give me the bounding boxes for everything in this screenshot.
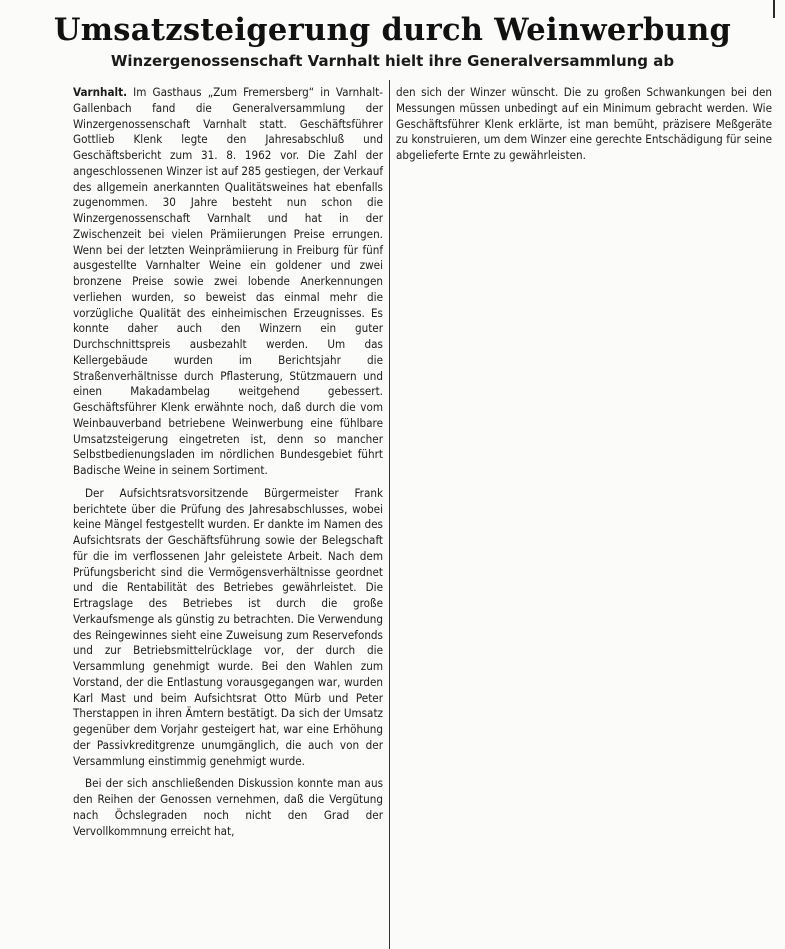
- headline: Umsatzsteigerung durch Weinwerbung: [53, 12, 732, 48]
- column-divider: [389, 80, 390, 949]
- article-column-right: [396, 85, 772, 164]
- article-column-left: [73, 85, 383, 839]
- paragraph-1-text: Im Gasthaus „Zum Fremersberg“ in Varnhalt-Gallenbach fand die Generalversammlung der Winzergenossenschaft Varnhalt statt. Geschäftsführer Gottlieb Klenk legte den Jahresabschluß und Geschäftsbericht zum 31. 8. 1962 vor. Die Zahl der angeschlossenen Winzer ist auf 285 gestiegen, der Verkauf des allgemein anerkannten Qualitätsweines hat ebenfalls zugenommen. 30 Jahre besteht nun schon die Winzergenossenschaft Varnhalt und hat in der Zwischenzeit bei vielen Prämiierungen Preise errungen. Wenn bei der letzten Weinprämiierung in Freiburg für fünf ausgestellte Varnhalter Weine ein goldener und zwei bronzene Preise sowie zwei lobende Anerkennungen verliehen wurden, so beweist das einmal mehr die vorzügliche Qualität des einheimischen Erzeugnisses. Es konnte daher auch den Winzern ein guter Durchschnittspreis ausbezahlt werden. Um das Kellergebäude wurden im Berichtsjahr die Straßenverhältnisse durch Pflasterung, Stützmauern und einen Makadambelag weitgehend gebessert. Geschäftsführer Klenk erwähnte noch, daß durch die vom Weinbauverband betriebene Weinwerbung eine fühlbare Umsatzsteigerung eingetreten ist, denn so mancher Selbstbedienungsladen im nördlichen Bundesgebiet führt Badische Weine in seinem Sortiment.: [73, 85, 384, 477]
- paragraph-2: Der Aufsichtsratsvorsitzende Bürgermeister Frank berichtete über die Prüfung des Jahresabschlusses, wobei keine Mängel festgestellt wurden. Er dankte im Namen des Aufsichtsrats der Geschäftsführung sowie der Belegschaft für die im verflossenen Jahr geleistete Arbeit. Nach dem Prüfungsbericht sind die Vermögensverhältnisse geordnet und die Rentabilität des Betriebes gewährleistet. Die Ertragslage des Betriebes ist durch die große Verkaufsmenge als günstig zu betrachten. Die Verwendung des Reingewinnes sieht eine Zuweisung zum Reservefonds und zur Betriebsmittelrücklage vor, der durch die Versammlung genehmigt wurde. Bei den Wahlen zum Vorstand, der die Entlastung vorausgegangen war, wurden Karl Mast und beim Aufsichtsrat Otto Mürb und Peter Therstappen in ihren Ämtern bestätigt. Da sich der Umsatz gegenüber dem Vorjahr gesteigert hat, war eine Erhöhung der Passivkreditgrenze unumgänglich, die auch von der Versammlung einstimmig genehmigt wurde.: [73, 485, 383, 768]
- paragraph-4: den sich der Winzer wünscht. Die zu großen Schwankungen bei den Messungen müssen unbedingt auf ein Minimum gebracht werden. Wie Geschäftsführer Klenk erklärte, ist man bemüht, präzisere Meßgeräte zu konstruieren, um dem Winzer eine gerechte Entschädigung für seine abgelieferte Ernte zu gewährleisten.: [396, 85, 772, 162]
- dateline: Varnhalt.: [73, 85, 128, 99]
- subheadline: Winzergenossenschaft Varnhalt hielt ihre Generalversammlung ab: [110, 52, 675, 70]
- paragraph-1: [73, 85, 383, 479]
- paragraph-3: Bei der sich anschließenden Diskussion konnte man aus den Reihen der Genossen vernehmen, daß die Vergütung nach Öchslegraden noch nicht den Grad der Vervollkommnung erreicht hat,: [73, 776, 383, 838]
